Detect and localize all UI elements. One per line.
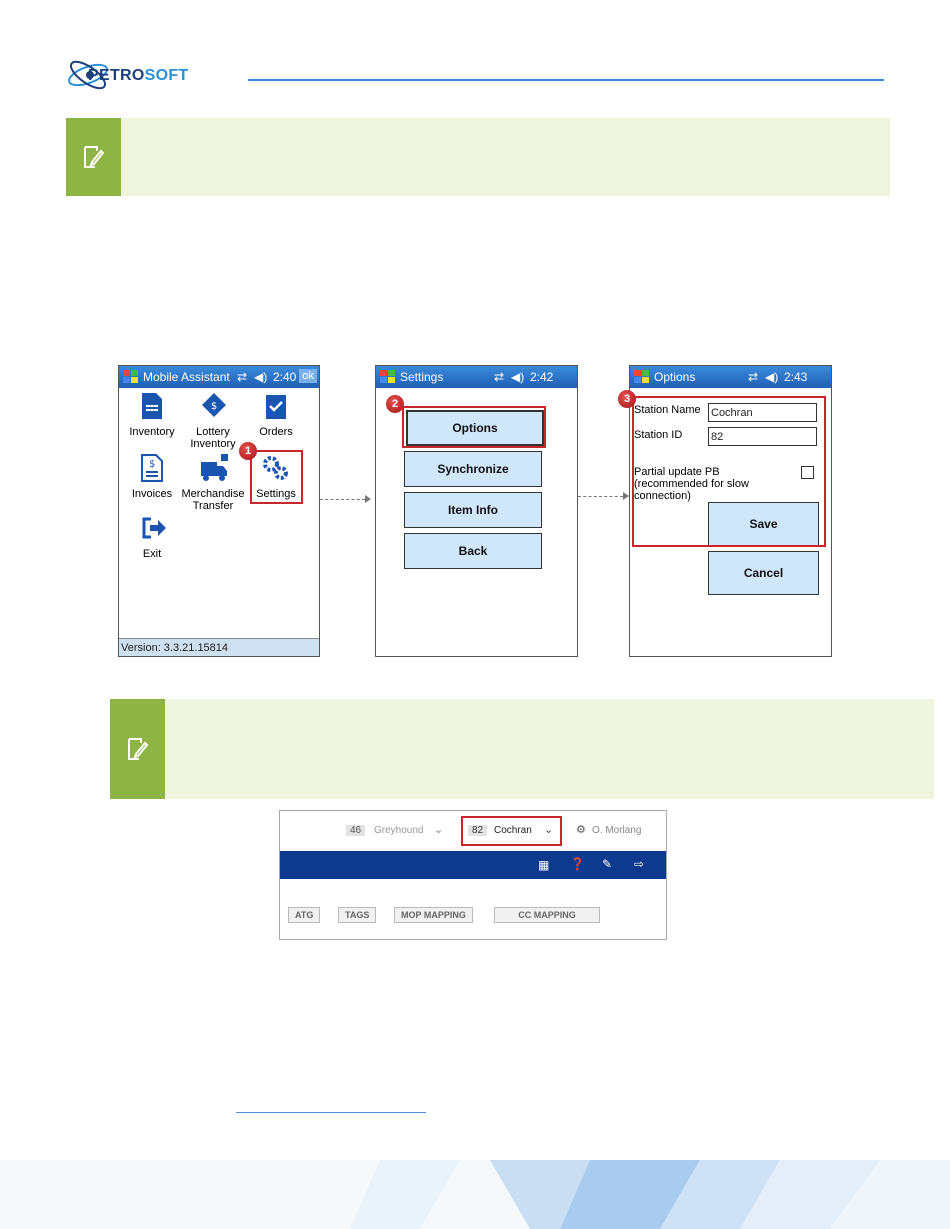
app-label: Invoices	[131, 488, 173, 500]
app-exit[interactable]	[127, 516, 177, 566]
store-name: Greyhound	[374, 825, 424, 836]
title: Options	[654, 370, 696, 384]
exit-icon	[141, 516, 167, 540]
note-edit-icon	[125, 736, 151, 762]
app-orders[interactable]	[249, 392, 303, 447]
header-rule	[248, 79, 884, 81]
save-button[interactable]: Save	[708, 502, 819, 546]
truck-icon	[199, 454, 229, 482]
windows-flag-icon[interactable]	[379, 369, 396, 385]
windows-flag-icon[interactable]	[122, 369, 139, 385]
store-id: 46	[346, 825, 365, 836]
app-lottery-inventory[interactable]	[181, 392, 245, 452]
flow-arrow-head	[365, 495, 371, 503]
highlight-options-form	[632, 396, 826, 547]
title: Settings	[400, 370, 444, 384]
store-name: Cochran	[494, 825, 532, 836]
ticket-icon	[201, 392, 227, 418]
screen-settings	[375, 365, 578, 657]
connection-icon: ⇄	[748, 370, 759, 384]
app-merchandise-transfer[interactable]	[181, 454, 245, 514]
edit-icon[interactable]: ✎	[602, 857, 613, 871]
ok-button[interactable]: ok	[299, 369, 317, 383]
flow-arrow-line	[578, 496, 623, 497]
clipboard-check-icon	[265, 392, 287, 420]
back-button[interactable]: Back	[404, 533, 542, 569]
note-icon-panel	[66, 118, 121, 196]
app-invoices[interactable]	[127, 454, 177, 509]
title-bar	[119, 366, 319, 388]
station-id-label: Station ID	[634, 429, 683, 441]
web-header-screenshot	[279, 810, 667, 940]
gear-icon[interactable]: ⚙	[576, 824, 586, 836]
apps-grid-icon[interactable]: ▦	[538, 858, 550, 872]
synchronize-button[interactable]: Synchronize	[404, 451, 542, 487]
station-name-label: Station Name	[634, 404, 701, 416]
station-id-input[interactable]: 82	[708, 427, 817, 446]
app-label: Inventory	[129, 426, 175, 438]
svg-text:$: $	[210, 401, 218, 412]
app-label: Orders	[259, 426, 293, 438]
cancel-button[interactable]: Cancel	[708, 551, 819, 595]
chevron-down-icon: ⌄	[544, 824, 554, 836]
store-id: 82	[468, 825, 487, 836]
link-underline[interactable]	[236, 1112, 426, 1113]
note-box-1	[66, 118, 890, 196]
connection-icon: ⇄	[494, 370, 505, 384]
windows-flag-icon[interactable]	[633, 369, 650, 385]
tab-atg[interactable]: ATG	[288, 907, 320, 923]
app-label: Settings	[256, 488, 296, 500]
highlight-settings	[250, 450, 303, 504]
tab-mop-mapping[interactable]: MOP MAPPING	[394, 907, 473, 923]
station-name-input[interactable]: Cochran	[708, 403, 817, 422]
screen-mobile-assistant	[118, 365, 320, 657]
brand-name: PETROSOFT	[88, 67, 189, 84]
logout-icon[interactable]: ⇨	[634, 857, 645, 871]
screen-options	[623, 365, 832, 657]
web-nav-bar	[280, 851, 666, 879]
flow-arrow-line	[320, 499, 365, 500]
app-label: Lottery Inventory	[190, 426, 236, 450]
volume-icon: ◀)	[765, 370, 779, 384]
app-label: Exit	[142, 548, 162, 560]
footer-decoration	[0, 1160, 950, 1229]
tab-tags[interactable]: TAGS	[338, 907, 376, 923]
partial-update-label: Partial update PB (recommended for slow connection)	[634, 466, 749, 502]
note-icon-panel	[110, 699, 165, 799]
user-name[interactable]: O. Morlang	[592, 825, 642, 836]
title-bar	[376, 366, 577, 388]
help-icon[interactable]: ❓	[570, 857, 585, 871]
clock: 2:42	[530, 370, 554, 384]
app-label: Merchandise Transfer	[181, 488, 245, 512]
note-edit-icon	[81, 144, 107, 170]
clock: 2:40	[273, 370, 297, 384]
chevron-down-icon: ⌄	[434, 824, 444, 836]
step-badge: 3	[618, 390, 636, 408]
highlight-options	[402, 406, 546, 448]
options-button[interactable]: Options	[406, 410, 544, 446]
volume-icon: ◀)	[254, 370, 268, 384]
connection-icon: ⇄	[237, 370, 248, 384]
version-bar: Version: 3.3.21.15814	[119, 638, 319, 656]
clock: 2:43	[784, 370, 808, 384]
highlight-store-selector	[461, 816, 562, 846]
item-info-button[interactable]: Item Info	[404, 492, 542, 528]
step-badge: 1	[239, 442, 257, 460]
app-inventory[interactable]	[127, 392, 177, 447]
document-icon	[141, 392, 163, 420]
title-bar	[630, 366, 831, 388]
tab-cc-mapping[interactable]: CC MAPPING	[494, 907, 600, 923]
invoice-dollar-icon	[141, 454, 163, 482]
volume-icon: ◀)	[511, 370, 525, 384]
note-box-2	[110, 699, 934, 799]
title: Mobile Assistant	[143, 370, 230, 384]
svg-text:$: $	[149, 459, 156, 470]
step-badge: 2	[386, 395, 404, 413]
store-selector-1[interactable]	[346, 823, 450, 839]
